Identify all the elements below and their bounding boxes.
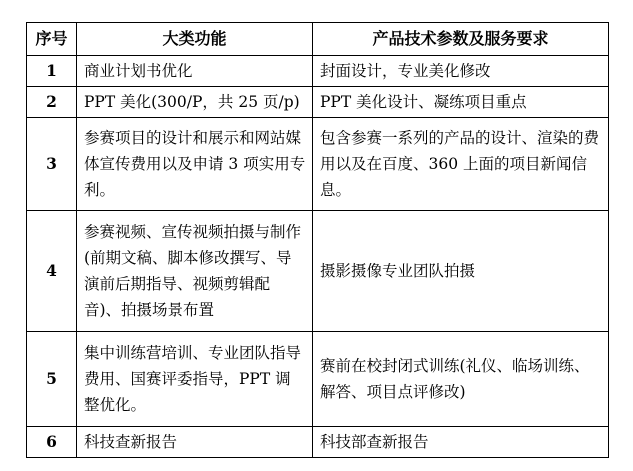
category-cell <box>77 427 313 458</box>
requirement-cell <box>313 332 609 427</box>
table-row <box>27 118 609 211</box>
category-text: 科技查新报告 <box>84 433 178 451</box>
header-category: 大类功能 <box>77 23 313 56</box>
table-row <box>27 87 609 118</box>
category-cell <box>77 118 313 211</box>
category-text: PPT 美化(300/P，共 25 页/p) <box>84 93 300 111</box>
requirement-cell <box>313 118 609 211</box>
requirement-text: 科技部查新报告 <box>320 433 429 451</box>
category-cell <box>77 211 313 332</box>
category-text: 集中训练营培训、专业团队指导费用、国赛评委指导，PPT 调整优化。 <box>84 344 302 414</box>
row-number: 4 <box>27 211 77 332</box>
requirement-cell <box>313 211 609 332</box>
row-number: 1 <box>27 56 77 87</box>
requirement-cell <box>313 87 609 118</box>
requirement-text: 赛前在校封闭式训练(礼仪、临场训练、解答、项目点评修改) <box>320 357 590 401</box>
header-serial-number: 序号 <box>27 23 77 56</box>
requirement-text: PPT 美化设计、凝练项目重点 <box>320 93 527 111</box>
category-text: 参赛视频、宣传视频拍摄与制作(前期文稿、脚本修改撰写、导演前后期指导、视频剪辑配音)、拍摄场景布置 <box>84 223 302 319</box>
category-text: 商业计划书优化 <box>84 62 193 80</box>
requirement-cell <box>313 427 609 458</box>
requirement-cell <box>313 56 609 87</box>
requirement-text: 摄影摄像专业团队拍摄 <box>320 262 476 280</box>
row-number: 3 <box>27 118 77 211</box>
category-cell <box>77 56 313 87</box>
service-requirements-table <box>26 22 609 458</box>
row-number: 2 <box>27 87 77 118</box>
category-text: 参赛项目的设计和展示和网站媒体宣传费用以及申请 3 项实用专利。 <box>84 129 306 199</box>
table-header-row <box>27 23 609 56</box>
table-row <box>27 211 609 332</box>
category-cell <box>77 332 313 427</box>
table-row <box>27 427 609 458</box>
table-row <box>27 332 609 427</box>
category-cell <box>77 87 313 118</box>
header-requirements: 产品技术参数及服务要求 <box>313 23 609 56</box>
row-number: 6 <box>27 427 77 458</box>
table-row <box>27 56 609 87</box>
requirement-text: 包含参赛一系列的产品的设计、渲染的费用以及在百度、360 上面的项目新闻信息。 <box>320 129 600 199</box>
row-number: 5 <box>27 332 77 427</box>
requirement-text: 封面设计，专业美化修改 <box>320 62 491 80</box>
